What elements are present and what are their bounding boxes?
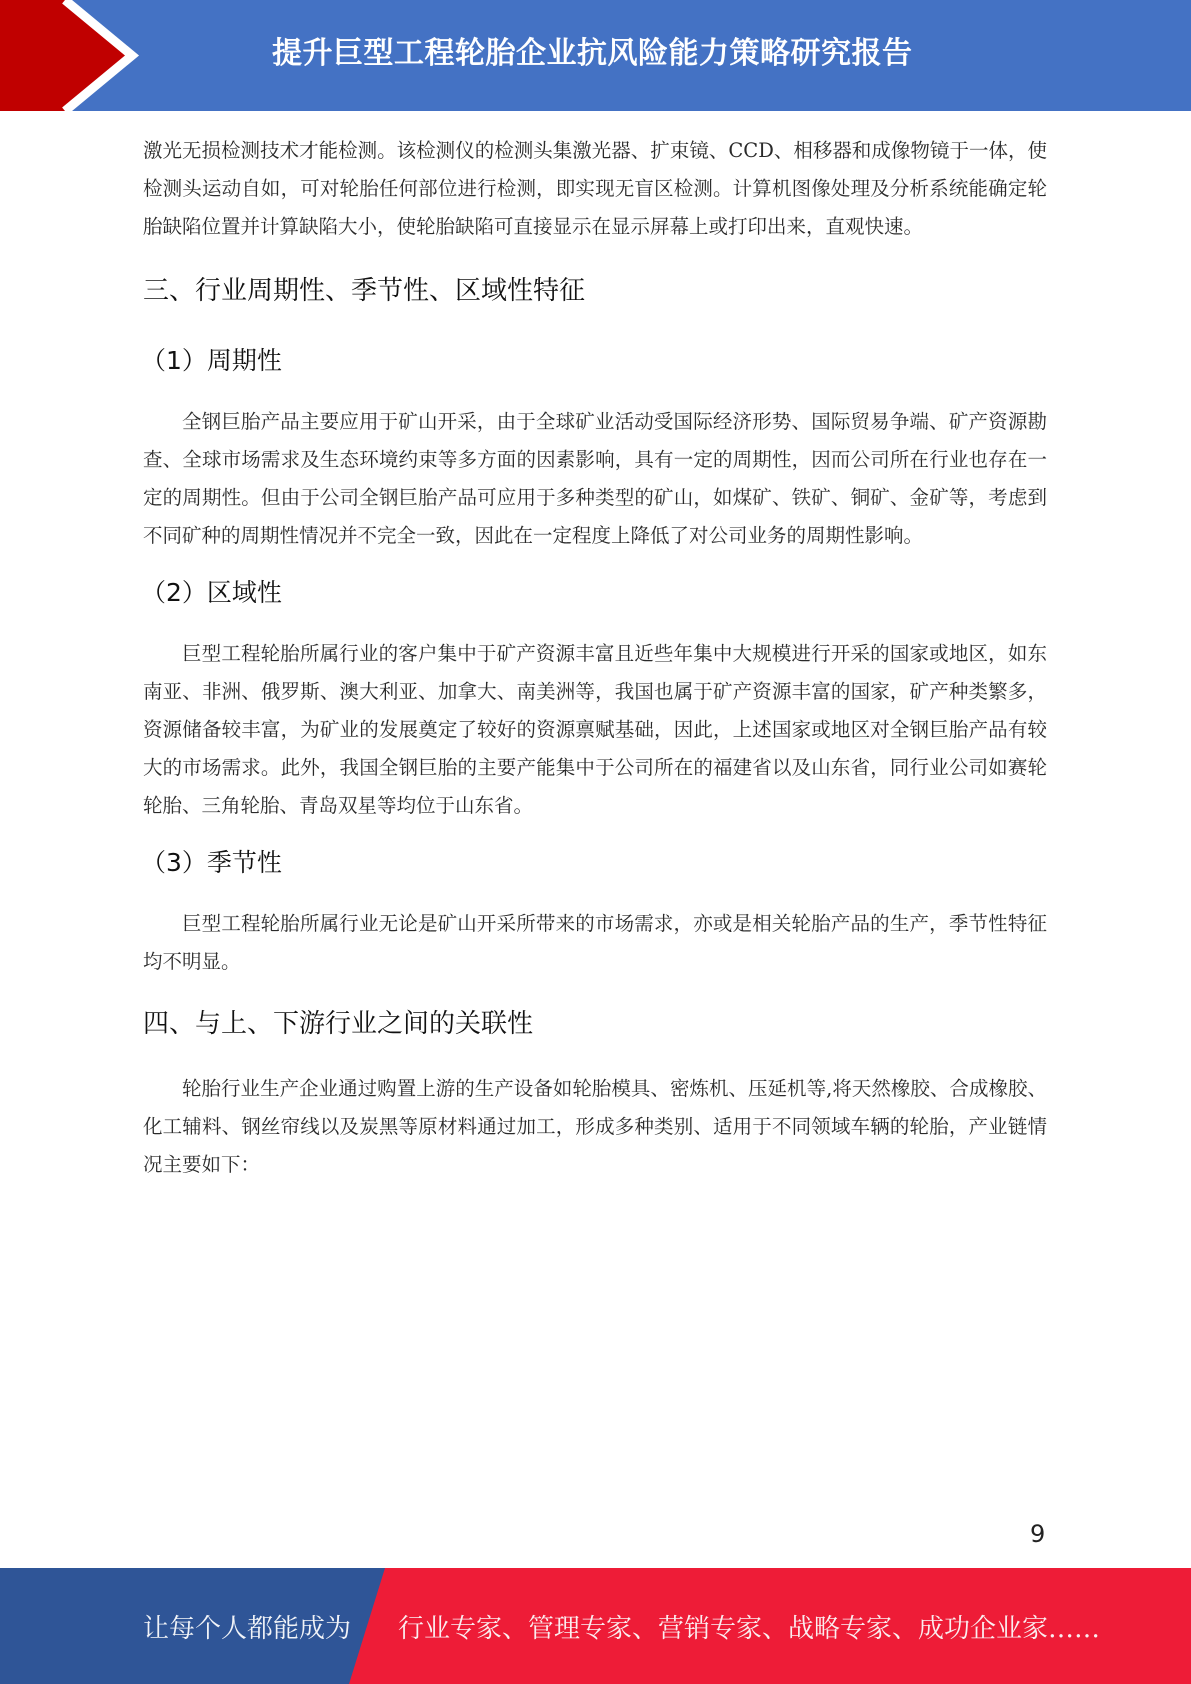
- section-4-heading: 四、与上、下游行业之间的关联性: [143, 1009, 534, 1039]
- red-chevron-icon: [0, 0, 160, 111]
- subsection-seasonality-heading: （3）季节性: [141, 848, 282, 877]
- intro-paragraph: 激光无损检测技术才能检测。该检测仪的检测头集激光器、扩束镜、CCD、相移器和成像物镜于一体，使检测头运动自如，可对轮胎任何部位进行检测，即实现无盲区检测。计算机图像处理及分析系统能确定轮胎缺陷位置并计算缺陷大小，使轮胎缺陷可直接显示在显示屏幕上或打印出来，直观快速。: [143, 139, 1047, 238]
- footer-banner: [0, 1568, 1191, 1684]
- regionality-paragraph: 巨型工程轮胎所属行业的客户集中于矿产资源丰富且近些年集中大规模进行开采的国家或地区，如东南亚、非洲、俄罗斯、澳大利亚、加拿大、南美洲等，我国也属于矿产资源丰富的国家，矿产种类繁多，资源储备较丰富，为矿业的发展奠定了较好的资源禀赋基础，因此，上述国家或地区对全钢巨胎产品有较大的市场需求。此外，我国全钢巨胎的主要产能集中于公司所在的福建省以及山东省，同行业公司如赛轮轮胎、三角轮胎、青岛双星等均位于山东省。: [143, 642, 1047, 817]
- industry-chain-paragraph: 轮胎行业生产企业通过购置上游的生产设备如轮胎模具、密炼机、压延机等,将天然橡胶、合成橡胶、化工辅料、钢丝帘线以及炭黑等原材料通过加工，形成多种类别、适用于不同领域车辆的轮胎，产业链情况主要如下：: [143, 1077, 1047, 1176]
- subsection-cyclicality-heading: （1）周期性: [141, 346, 282, 375]
- section-3-heading: 三、行业周期性、季节性、区域性特征: [143, 276, 586, 306]
- document-body: [143, 132, 1047, 1184]
- cyclicality-paragraph: 全钢巨胎产品主要应用于矿山开采，由于全球矿业活动受国际经济形势、国际贸易争端、矿产资源勘查、全球市场需求及生态环境约束等多方面的因素影响，具有一定的周期性，因而公司所在行业也存在一定的周期性。但由于公司全钢巨胎产品可应用于多种类型的矿山，如煤矿、铁矿、铜矿、金矿等，考虑到不同矿种的周期性情况并不完全一致，因此在一定程度上降低了对公司业务的周期性影响。: [143, 410, 1047, 547]
- report-title: 提升巨型工程轮胎企业抗风险能力策略研究报告: [272, 36, 913, 71]
- footer-slogan-right: 行业专家、管理专家、营销专家、战略专家、成功企业家……: [398, 1614, 1101, 1644]
- seasonality-paragraph: 巨型工程轮胎所属行业无论是矿山开采所带来的市场需求，亦或是相关轮胎产品的生产，季节性特征均不明显。: [143, 912, 1047, 973]
- page-number: 9: [1030, 1520, 1046, 1548]
- footer-slogan-left: 让每个人都能成为: [143, 1614, 352, 1644]
- report-header-bar: [0, 0, 1191, 111]
- subsection-regionality-heading: （2）区域性: [141, 578, 282, 607]
